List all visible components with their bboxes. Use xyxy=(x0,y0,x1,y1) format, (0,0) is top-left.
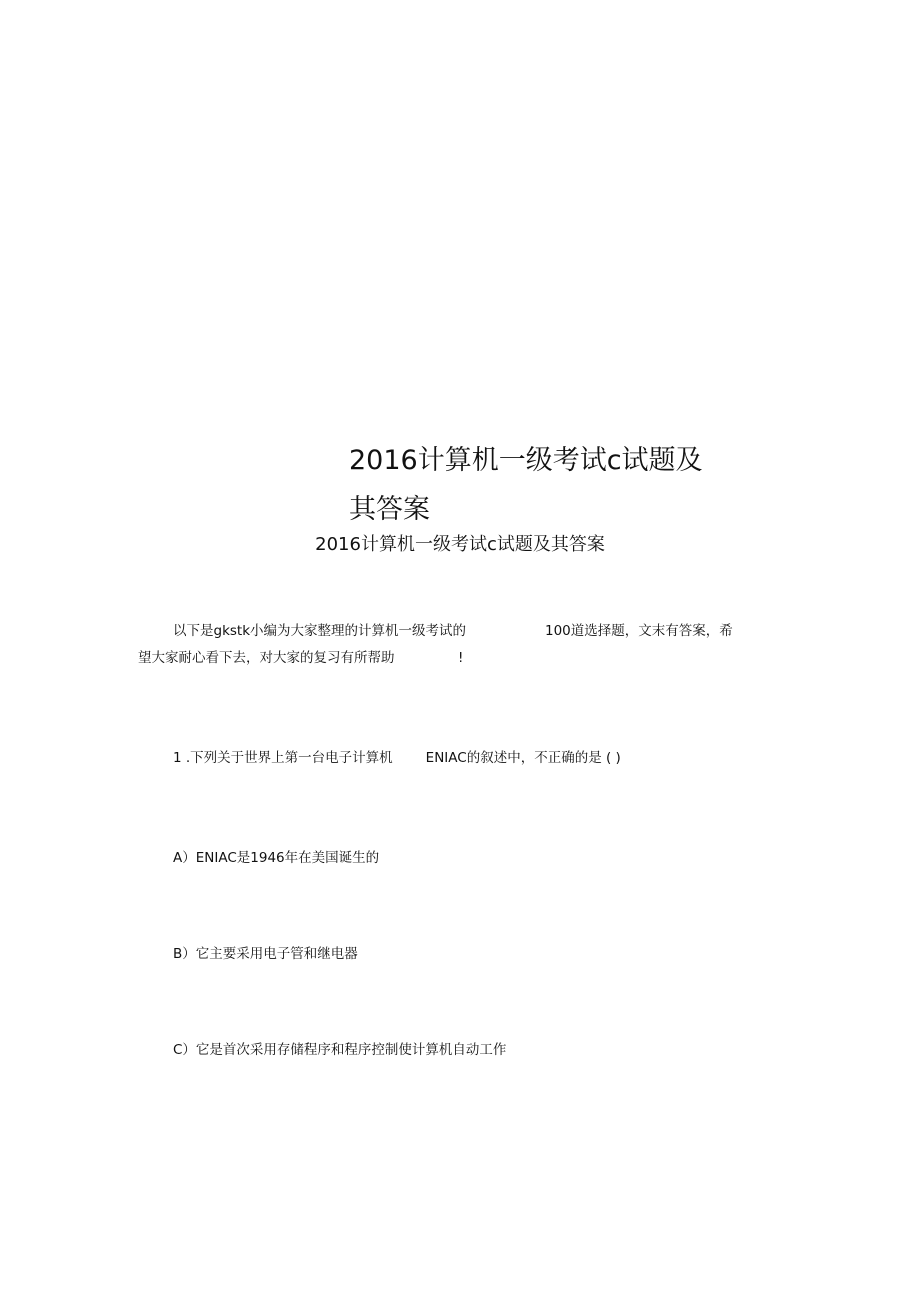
intro-paragraph xyxy=(138,618,778,672)
intro-line-1-text-b: 100道选择题，文末有答案，希 xyxy=(545,623,733,639)
document-title-line-1: 2016计算机一级考试c试题及 xyxy=(349,445,703,476)
question-1-stem-text-b: ENIAC的叙述中，不正确的是 ( ) xyxy=(425,750,621,766)
document-subtitle: 2016计算机一级考试c试题及其答案 xyxy=(315,534,605,555)
intro-line-2-text-a: 望大家耐心看下去，对大家的复习有所帮助 xyxy=(138,650,395,666)
question-1-stem xyxy=(173,748,621,768)
question-1-option-b: B）它主要采用电子管和继电器 xyxy=(173,946,358,962)
question-1-option-c: C）它是首次采用存储程序和程序控制使计算机自动工作 xyxy=(173,1042,507,1058)
question-1-stem-text-a: 1 .下列关于世界上第一台电子计算机 xyxy=(173,750,393,766)
intro-line-1 xyxy=(138,618,778,645)
intro-line-1-text-a: 以下是gkstk小编为大家整理的计算机一级考试的 xyxy=(173,623,467,639)
question-1-option-a: A）ENIAC是1946年在美国诞生的 xyxy=(173,850,380,866)
intro-line-2 xyxy=(138,645,778,672)
intro-line-2-text-b: ! xyxy=(458,650,464,666)
document-title-line-2: 其答案 xyxy=(349,494,430,525)
